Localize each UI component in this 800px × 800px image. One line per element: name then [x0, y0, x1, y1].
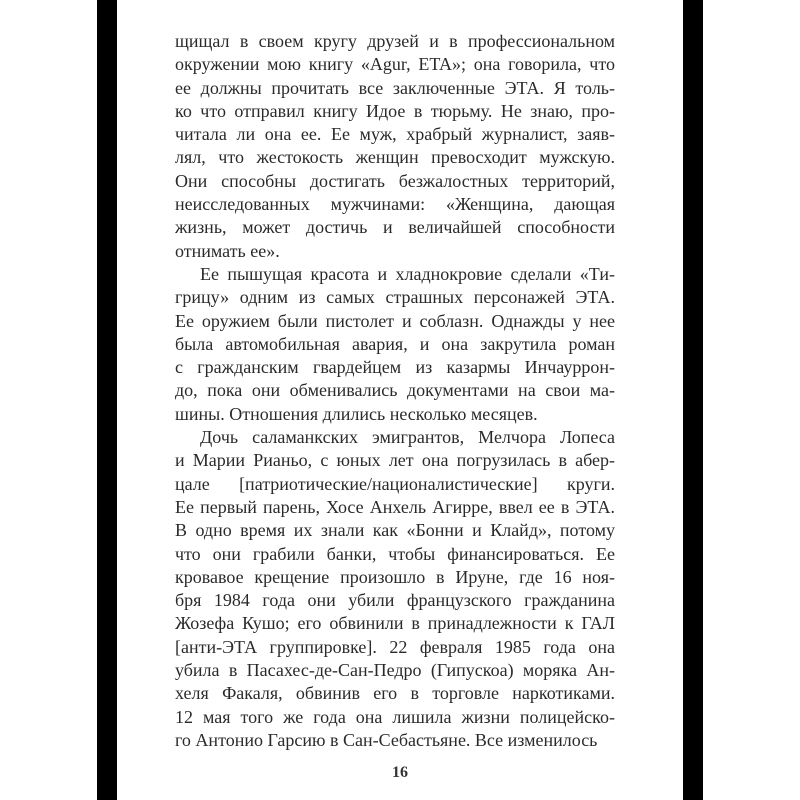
- paragraph: [175, 426, 615, 752]
- paragraph: [175, 263, 615, 426]
- text-line: что они грабили банки, чтобы финансироваться. Ее: [175, 543, 615, 564]
- paragraph: [175, 30, 615, 263]
- text-line: цале [патриотические/националистические] круги.: [175, 473, 615, 494]
- text-line: кровавое крещение произошло в Ируне, где 16 ноя-: [175, 566, 615, 587]
- text-line: читала ли она ее. Ее муж, храбрый журналист, заяв-: [175, 124, 615, 145]
- text-line: Дочь саламанкских эмигрантов, Мелчора Лопеса: [200, 427, 615, 448]
- text-line: [анти-ЭТА группировке]. 22 февраля 1985 года она: [175, 636, 615, 657]
- text-line: до, пока они обменивались документами на свои ма-: [175, 380, 615, 401]
- text-line: и Марии Рианьо, с юных лет она погрузилась в абер-: [175, 450, 615, 471]
- text-line: В одно время их знали как «Бонни и Клайд», потому: [175, 520, 615, 541]
- text-line: с гражданским гвардейцем из казармы Инчауррон-: [175, 357, 615, 378]
- text-line: ее должны прочитать все заключенные ЭТА. Я толь-: [175, 77, 615, 98]
- right-border: [683, 0, 703, 800]
- book-page: [117, 0, 683, 800]
- text-line: Ее пышущая красота и хладнокровие сделали «Ти-: [200, 263, 615, 284]
- text-line: грицу» одним из самых страшных персонажей ЭТА.: [175, 287, 615, 308]
- text-line: убила в Пасахес-де-Сан-Педро (Гипускоа) моряка Ан-: [175, 660, 615, 681]
- text-line: Ее оружием были пистолет и соблазн. Однажды у нее: [175, 310, 615, 331]
- text-line: окружении мою книгу «Agur, ETA»; она говорила, что: [175, 54, 615, 75]
- text-line: лял, что жестокость женщин превосходит мужскую.: [175, 147, 615, 168]
- text-line: отнимать ее».: [175, 240, 280, 261]
- body-text: [175, 30, 615, 752]
- text-line: щищал в своем кругу друзей и в профессиональном: [175, 31, 615, 51]
- text-line: ко что отправил книгу Идое в тюрьму. Не знаю, про-: [175, 100, 615, 121]
- text-line: Они способны достигать безжалостных территорий,: [175, 170, 615, 191]
- text-line: бря 1984 года они убили французского гражданина: [175, 590, 615, 611]
- page-number: 16: [392, 764, 408, 781]
- text-line: го Антонио Гарсию в Сан-Себастьяне. Все изменилось: [175, 729, 598, 750]
- text-line: шины. Отношения длились несколько месяцев.: [175, 403, 538, 424]
- text-line: 12 мая того же года она лишила жизни полицейско-: [175, 706, 615, 727]
- text-line: жизнь, может достичь и величайшей способности: [175, 217, 615, 238]
- left-border: [97, 0, 117, 800]
- text-line: хеля Факаля, обвинив его в торговле наркотиками.: [175, 683, 615, 704]
- text-line: Ее первый парень, Хосе Анхель Агирре, ввел ее в ЭТА.: [175, 496, 615, 517]
- text-line: неисследованных мужчинами: «Женщина, дающая: [175, 194, 615, 215]
- text-line: была автомобильная авария, и она закрутила роман: [175, 333, 615, 354]
- text-line: Жозефа Кушо; его обвинили в принадлежности к ГАЛ: [175, 613, 615, 634]
